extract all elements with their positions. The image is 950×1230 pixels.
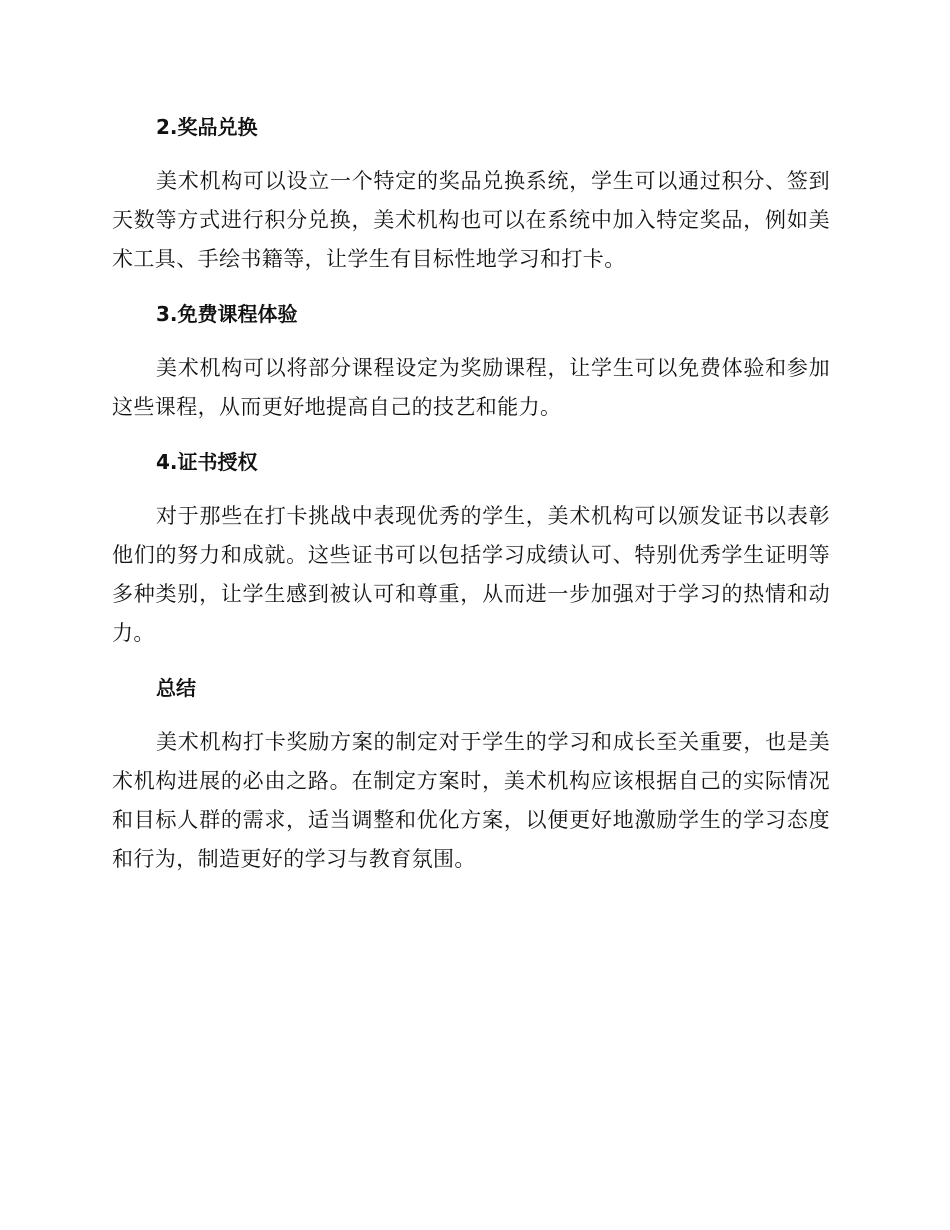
section-paragraph-prize-exchange: 美术机构可以设立一个特定的奖品兑换系统，学生可以通过积分、签到天数等方式进行积分兑换，美术机构也可以在系统中加入特定奖品，例如美术工具、手绘书籍等，让学生有目标性地学习和打卡。 xyxy=(112,169,830,271)
section-heading-free-course: 3.免费课程体验 xyxy=(156,302,298,326)
section-heading-summary: 总结 xyxy=(156,676,196,700)
section-paragraph-summary: 美术机构打卡奖励方案的制定对于学生的学习和成长至关重要，也是美术机构进展的必由之路。在制定方案时，美术机构应该根据自己的实际情况和目标人群的需求，适当调整和优化方案，以便更好地激励学生的学习态度和行为，制造更好的学习与教育氛围。 xyxy=(112,730,830,871)
document-page xyxy=(112,108,830,879)
section-heading-certificate: 4.证书授权 xyxy=(156,450,258,474)
section-heading-prize-exchange: 2.奖品兑换 xyxy=(156,115,258,139)
section-paragraph-free-course: 美术机构可以将部分课程设定为奖励课程，让学生可以免费体验和参加这些课程，从而更好地提高自己的技艺和能力。 xyxy=(112,356,830,419)
section-paragraph-certificate: 对于那些在打卡挑战中表现优秀的学生，美术机构可以颁发证书以表彰他们的努力和成就。这些证书可以包括学习成绩认可、特别优秀学生证明等多种类别，让学生感到被认可和尊重，从而进一步加强对于学习的热情和动力。 xyxy=(112,504,830,645)
